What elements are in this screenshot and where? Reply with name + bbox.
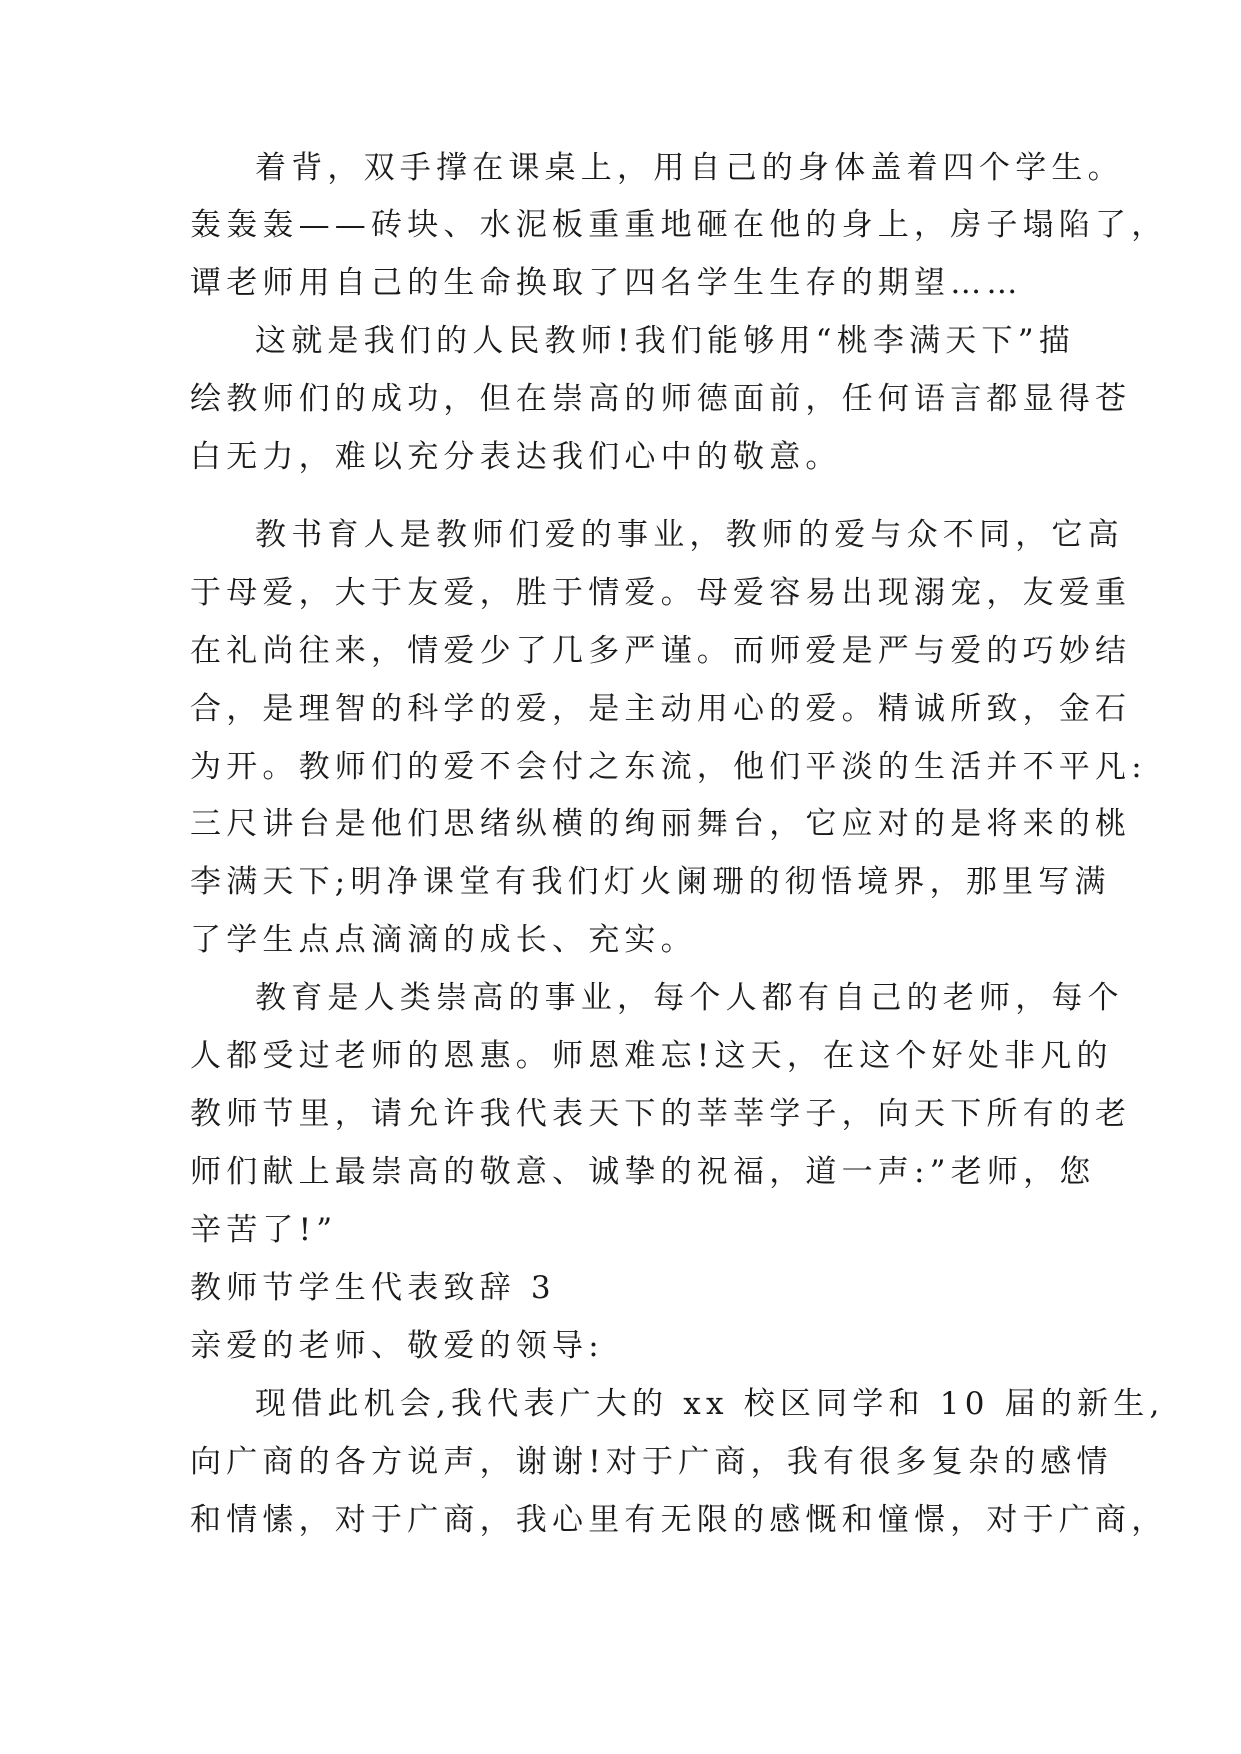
text-line: 人都受过老师的恩惠。师恩难忘!这天，在这个好处非凡的 — [190, 1038, 1113, 1074]
text-line: 在礼尚往来，情爱少了几多严谨。而师爱是严与爱的巧妙结 — [190, 633, 1132, 669]
text-line: 三尺讲台是他们思绪纵横的绚丽舞台，它应对的是将来的桃 — [190, 806, 1132, 842]
text-line: 着背，双手撑在课桌上，用自己的身体盖着四个学生。 — [255, 150, 1124, 186]
text-line: 绘教师们的成功，但在崇高的师德面前，任何语言都显得苍 — [190, 381, 1132, 417]
text-line: 了学生点点滴滴的成长、充实。 — [190, 922, 697, 958]
text-line: 向广商的各方说声，谢谢!对于广商，我有很多复杂的感情 — [190, 1444, 1113, 1480]
section-heading: 教师节学生代表致辞 3 — [190, 1270, 556, 1306]
text-line: 和情愫，对于广商，我心里有无限的感慨和憧憬，对于广商， — [190, 1502, 1168, 1538]
text-line: 教书育人是教师们爱的事业，教师的爱与众不同，它高 — [255, 517, 1124, 553]
text-line: 白无力，难以充分表达我们心中的敬意。 — [190, 439, 842, 475]
text-line: 轰轰轰——砖块、水泥板重重地砸在他的身上，房子塌陷了， — [190, 207, 1168, 243]
text-line: 辛苦了!” — [190, 1212, 338, 1248]
text-line: 教育是人类崇高的事业，每个人都有自己的老师，每个 — [255, 980, 1124, 1016]
text-line: 合，是理智的科学的爱，是主动用心的爱。精诚所致，金石 — [190, 691, 1132, 727]
text-line: 这就是我们的人民教师!我们能够用“桃李满天下”描 — [255, 323, 1075, 359]
text-line: 教师节里，请允许我代表天下的莘莘学子，向天下所有的老 — [190, 1096, 1132, 1132]
text-line: 李满天下;明净课堂有我们灯火阑珊的彻悟境界，那里写满 — [190, 864, 1111, 900]
text-line: 师们献上最崇高的敬意、诚挚的祝福，道一声:”老师，您 — [190, 1154, 1096, 1190]
text-line: 为开。教师们的爱不会付之东流，他们平淡的生活并不平凡: — [190, 749, 1147, 785]
text-line: 于母爱，大于友爱，胜于情爱。母爱容易出现溺宠，友爱重 — [190, 575, 1132, 611]
salutation: 亲爱的老师、敬爱的领导: — [190, 1328, 604, 1364]
text-line: 谭老师用自己的生命换取了四名学生生存的期望…… — [190, 265, 1023, 301]
text-line: 现借此机会,我代表广大的 xx 校区同学和 10 届的新生, — [255, 1386, 1165, 1422]
